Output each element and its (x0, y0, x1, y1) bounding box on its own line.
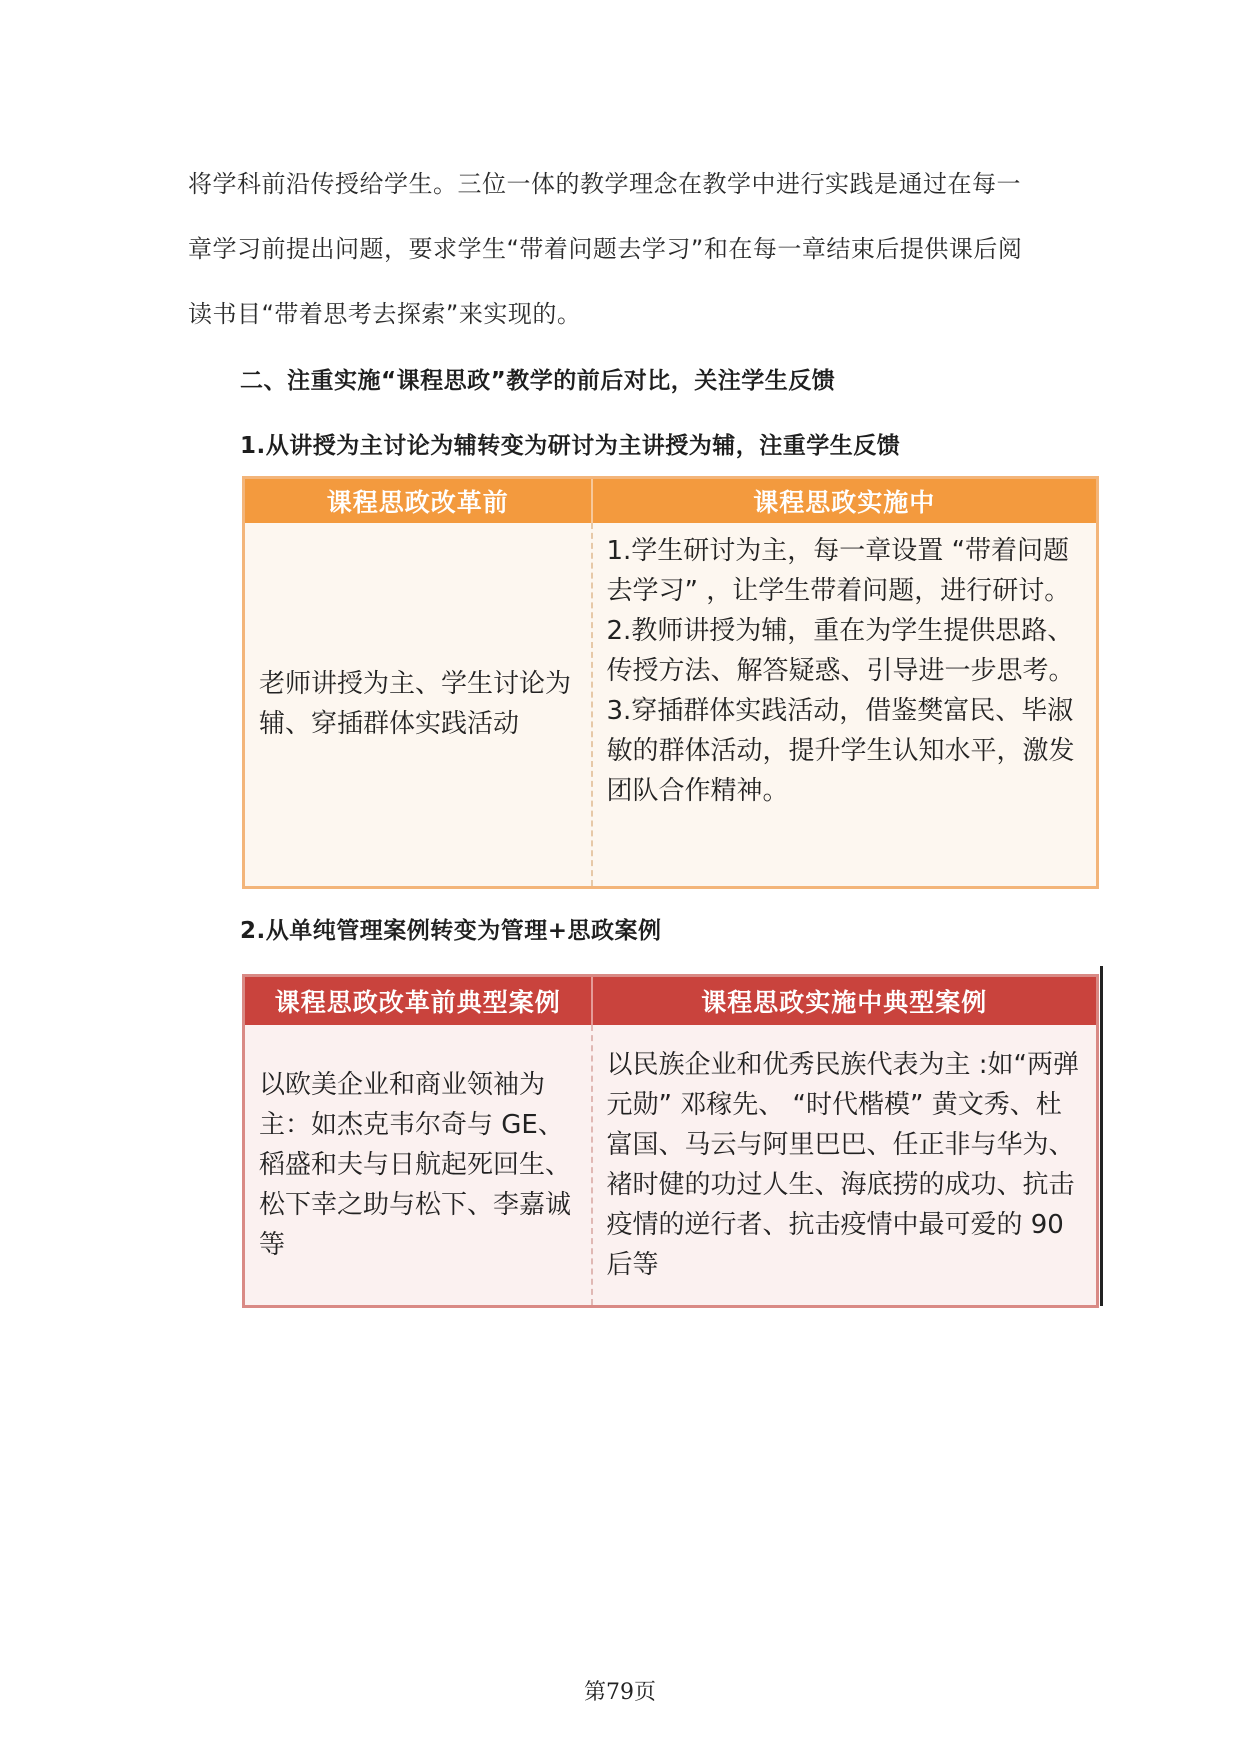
paragraph-line: 章学习前提出问题，要求学生“带着问题去学习”和在每一章结束后提供课后阅 (188, 235, 1023, 263)
column-header-before: 课程思政改革前 (244, 478, 592, 524)
during-item: 1.学生研讨为主，每一章设置 “带着问题去学习” ，让学生带着问题，进行研讨。 (606, 536, 1071, 606)
column-header-during: 课程思政实施中 (592, 478, 1098, 524)
comparison-table-1 (242, 476, 1099, 889)
table-edge-line (1100, 966, 1103, 1306)
paragraph-line: 将学科前沿传授给学生。三位一体的教学理念在教学中进行实践是通过在每一 (188, 170, 1021, 198)
during-item: 3.穿插群体实践活动，借鉴樊富民、毕淑敏的群体活动，提升学生认知水平，激发团队合作精神。 (606, 696, 1075, 806)
section-heading: 二、注重实施“课程思政”教学的前后对比，关注学生反馈 (240, 368, 836, 394)
during-item: 2.教师讲授为辅，重在为学生提供思路、传授方法、解答疑惑、引导进一步思考。 (606, 616, 1075, 686)
body-paragraph (188, 152, 1068, 347)
during-cell: 以民族企业和优秀民族代表为主 :如“两弹元勋” 邓稼先、 “时代楷模” 黄文秀、杜富国、马云与阿里巴巴、任正非与华为、褚时健的功过人生、海底捞的成功、抗击疫情的逆行者、抗击疫情中最可爱的 90 后等 (592, 1025, 1098, 1307)
before-cell: 老师讲授为主、学生讨论为辅、穿插群体实践活动 (244, 523, 592, 887)
column-header-before: 课程思政改革前典型案例 (244, 976, 592, 1026)
column-header-during: 课程思政实施中典型案例 (592, 976, 1098, 1026)
comparison-table-2 (242, 974, 1099, 1308)
before-cell: 以欧美企业和商业领袖为主：如杰克韦尔奇与 GE、稻盛和夫与日航起死回生、松下幸之助与松下、李嘉诚等 (244, 1025, 592, 1307)
paragraph-line: 读书目“带着思考去探索”来实现的。 (188, 300, 582, 328)
page-number: 第79页 (584, 1680, 656, 1705)
during-cell (592, 523, 1098, 887)
subsection-1-title: 1.从讲授为主讨论为辅转变为研讨为主讲授为辅，注重学生反馈 (240, 433, 901, 459)
subsection-2-title: 2.从单纯管理案例转变为管理+思政案例 (240, 918, 662, 944)
